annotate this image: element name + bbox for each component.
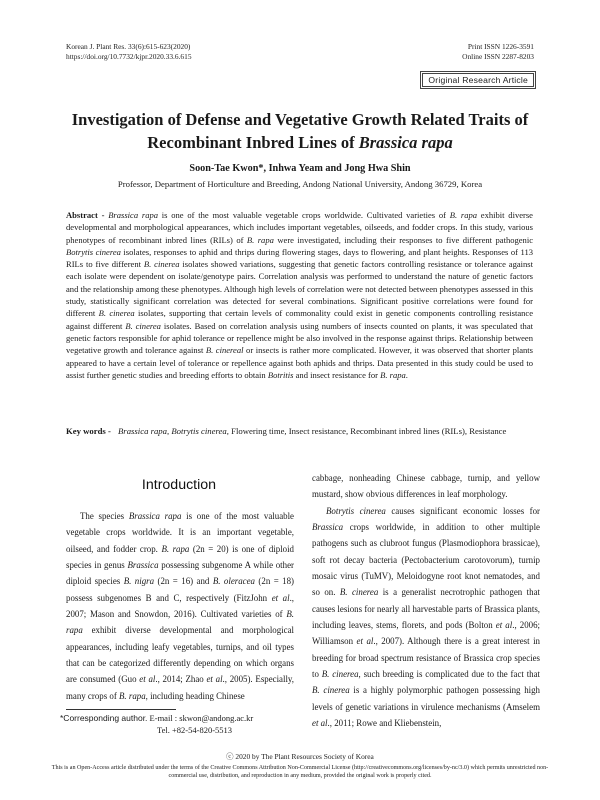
keyword: Botrytis cinerea (171, 426, 227, 436)
keyword: Brassica rapa (118, 426, 167, 436)
abstract-term: B. rapa (246, 234, 274, 245)
intro-right-column (312, 470, 540, 732)
body-term: B. nigra (123, 576, 155, 587)
author-list: Soon-Tae Kwon*, Inhwa Yeam and Jong Hwa Shin (189, 163, 411, 174)
body-term: Brassica (127, 560, 159, 571)
body-term: Botrytis cinerea (326, 505, 386, 516)
title-species: Brassica rapa (358, 133, 453, 152)
abstract-term: Brassica rapa (108, 210, 159, 220)
body-term: B. rapa (161, 543, 190, 554)
online-issn: Online ISSN 2287-8203 (462, 51, 534, 61)
abstract-term: B. cinerea (98, 308, 135, 319)
body-text: (2n = 20) is one of diploid species in genus (66, 543, 294, 571)
keyword-rest: , Flowering time, Insect resistance, Recombinant inbred lines (RILs), Resistance (226, 426, 507, 436)
body-term: B. cinerea (312, 685, 350, 696)
abstract-term: B. rapa (449, 210, 478, 220)
footnote-divider (66, 709, 176, 710)
doi-link[interactable]: https://doi.org/10.7732/kjpr.2020.33.6.615 (66, 51, 192, 61)
body-text: is one of the most valuable vegetable crops worldwide. It is an important vegetable, oilseed, and fodder crop. (66, 511, 294, 554)
body-text: ., 2005). Especially, many crops of (66, 674, 295, 701)
corresponding-author-footnote (60, 712, 253, 736)
abstract-text: isolates showed variations, suggesting that genetic factors controlling resistance or tolerance against each isolate were dependent on isolate/genotype pairs. Correlation analysis was performed to understand the nature of genetic factors and the relationship among these phenotypes. Although high levels of correlation were not detected between phenotypes assessed in this study, statistically significant correlation was detected for several combinations. Significant positive correlations were found for different (66, 259, 534, 319)
footnote-label: *Corresponding author. (60, 713, 148, 723)
journal-citation (66, 42, 192, 61)
body-term: B. rapa (66, 609, 294, 636)
article-type-badge: Original Research Article (422, 73, 534, 87)
body-term: et al (356, 636, 374, 647)
body-text: exhibit diverse developmental and morphological appearances, including leafy vegetables, turnips, and oil types that can be categorized differently depending on which organs are consumed (Guo (66, 625, 294, 685)
body-text: ., 2007; Mason and Snowdon, 2016). Cultivated varieties of (66, 592, 294, 620)
body-term: et al (206, 674, 223, 685)
body-text: ., 2006; Williamson (312, 620, 540, 647)
body-term: et al (312, 718, 328, 729)
keyword-separator: , (167, 426, 172, 436)
paper-title (40, 108, 560, 154)
abstract-text: exhibit diverse developmental and morphological appearances, which includes important vegetables, oilseeds, and fodder crops. In this study, various phenotypes of recombinant inbred lines (RILs) of (66, 210, 533, 245)
copyright-notice: ⓒ 2020 by The Plant Resources Society of Korea (226, 752, 374, 761)
body-term: et al (139, 674, 156, 685)
intro-left-column (66, 508, 294, 704)
body-term: Brassica rapa (128, 511, 182, 521)
body-term: B. cinerea (321, 669, 359, 680)
title-line-2 (40, 131, 560, 154)
license-notice: This is an Open-Access article distributed under the terms of the Creative Commons Attribution Non-Commercial License (http://creativecommons.org/licenses/by-nc/3.0) which permits unrestricted non-commercial use, distribution, and reproduction in any medium, provided the original work is properly cited. (51, 765, 549, 779)
title-line-2-text: Recombinant Inbred Lines of (147, 133, 359, 152)
body-term: B. cinerea (339, 587, 379, 598)
paragraph: cabbage, nonheading Chinese cabbage, turnip, and yellow mustard, show obvious differences in leaf morphology. (312, 473, 540, 500)
body-text: is a highly polymorphic pathogen possessing high levels of genetic variations in virulence mechanisms (Amselem (312, 685, 540, 712)
abstract-text: is one of the most valuable vegetable crops worldwide. Cultivated varieties of (158, 210, 450, 220)
body-text: , including heading Chinese (145, 690, 245, 701)
journal-name: Korean J. Plant Res. 33(6):615-623(2020) (66, 42, 191, 51)
abstract-term: B. cinereal (205, 345, 244, 356)
abstract-text: or insects is rather more complicated. However, it was observed that shorter plants appeared to have a certain level of tolerance or repellence against both aphids and thrips. Data presented in this study could be used to assist further genetic studies and breeding efforts to obtain (66, 345, 533, 380)
body-text: (2n = 16) and (154, 576, 213, 587)
abstract-term: B. rapa (380, 369, 406, 380)
paragraph (312, 503, 540, 732)
body-text: is a generalist necrotrophic pathogen that causes lesions for nearly all harvestable parts of Brassica plants, including leaves, stems, florets, and pods (Bolton (312, 587, 540, 631)
title-line-1: Investigation of Defense and Vegetative Growth Related Traits of (71, 110, 529, 129)
abstract-term: B. cinerea (143, 259, 180, 270)
keywords (66, 425, 533, 438)
abstract (66, 209, 533, 381)
keywords-list (118, 425, 533, 438)
body-term: et al (495, 620, 513, 631)
abstract-term: Botritis (267, 369, 294, 380)
keywords-label: Key words - (66, 426, 111, 436)
footnote-tel: Tel. +82-54-820-5513 (157, 725, 233, 735)
abstract-term: B. cinerea (125, 320, 161, 331)
abstract-text: and insect resistance for (293, 369, 381, 380)
footnote-email-line (60, 712, 253, 724)
body-text: , such breeding is complicated due to the fact that (358, 669, 540, 680)
abstract-term: Botrytis cinerea (66, 246, 121, 257)
section-heading-introduction: Introduction (141, 477, 217, 493)
abstract-text: isolates, responses to aphid and thrips during flowering stages, days to flowering, and plant heights. Responses of 113 RILs to five different (66, 246, 533, 270)
abstract-text: isolates, supporting that certain levels of commonality could exist in genetic components controlling resistance against different (66, 308, 533, 331)
body-text: The species (80, 511, 129, 521)
abstract-label: Abstract - (66, 210, 109, 220)
body-text: causes significant economic losses for (385, 505, 540, 516)
body-text: (2n = 18) possess subgenomes B and C, respectively (FitzJohn (66, 576, 295, 603)
print-issn: Print ISSN 1226-3591 (467, 42, 534, 51)
body-term: Brassica (312, 522, 344, 533)
issn-block (462, 42, 534, 61)
body-text: ., 2014; Zhao (155, 674, 207, 685)
body-text: possessing subgenome A while other diploid species (66, 560, 294, 587)
body-term: et al (271, 592, 290, 603)
abstract-text: . (405, 369, 408, 380)
body-term: B. rapa (119, 690, 146, 701)
abstract-text: were investigated, including their responses to five different pathogenic (273, 234, 533, 245)
abstract-text: isolates. Based on correlation analysis using numbers of insects counted on plants, it was speculated that genetic factors responsible for aphid tolerance or repellence might be also involved in the response against thrips. Relationship between vegetative growth and tolerance against (66, 320, 534, 356)
body-text: ., 2007). Although there is a great interest in breeding for broad spectrum resistance of Brassica crop species to (312, 636, 540, 680)
body-text: crops worldwide, in addition to other multiple pathogens such as clubroot fungus (Plasmodiophora brassicae), soft rot decay bacteria (Pectobacterium carotovorum), turnip mosaic virus (TuMV), Meloidogyne root knot nematodes, and so on. (312, 522, 540, 598)
affiliation: Professor, Department of Horticulture and Breeding, Andong National University, Andong 36729, Korea (117, 179, 483, 189)
body-term: B. oleracea (212, 576, 255, 587)
footnote-email[interactable]: E-mail : skwon@andong.ac.kr (147, 713, 254, 723)
body-text: ., 2011; Rowe and Kliebenstein, (327, 718, 442, 729)
